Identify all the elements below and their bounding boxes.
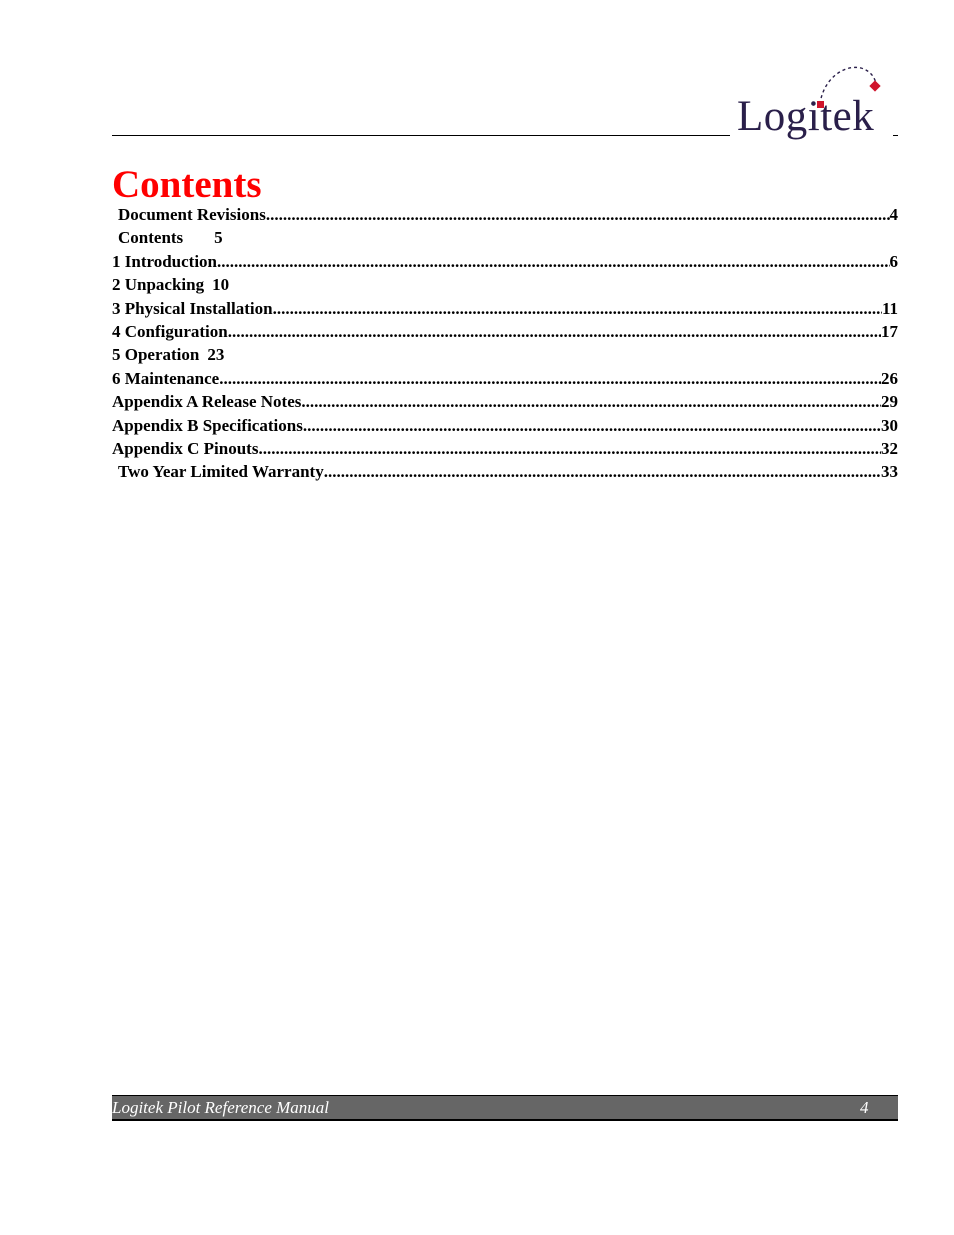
toc-entry-page: 30 xyxy=(881,415,898,435)
toc-entry-page: 26 xyxy=(881,368,898,388)
toc-entry-page: 10 xyxy=(212,275,230,295)
logitek-logo xyxy=(733,62,898,147)
toc-entry-label: 3 Physical Installation xyxy=(112,298,273,318)
toc-dot-leader xyxy=(273,299,882,319)
toc-entry-page: 5 xyxy=(214,228,223,248)
toc-entry-page: 32 xyxy=(881,438,898,458)
toc-entry-label: Document Revisions xyxy=(118,205,266,224)
toc-entry-page: 33 xyxy=(881,462,898,482)
toc-entry-warranty[interactable] xyxy=(112,462,898,485)
toc-entry-label: 2 Unpacking xyxy=(112,275,205,295)
toc-entry-physical-installation[interactable] xyxy=(112,299,898,322)
toc-entry-maintenance[interactable] xyxy=(112,369,898,392)
toc-entry-appendix-b[interactable] xyxy=(112,416,898,439)
toc-entry-document-revisions[interactable] xyxy=(112,205,898,228)
toc-entry-operation[interactable] xyxy=(112,345,898,368)
toc-dot-leader xyxy=(228,322,881,342)
toc-entry-label: 6 Maintenance xyxy=(112,368,220,388)
toc-entry-introduction[interactable] xyxy=(112,252,898,275)
toc-entry-page: 23 xyxy=(207,345,225,365)
toc-dot-leader xyxy=(217,252,889,272)
logo-text: Logitek xyxy=(737,93,875,140)
toc-entry-appendix-c[interactable] xyxy=(112,439,898,462)
header-rule xyxy=(112,135,730,136)
toc-dot-leader xyxy=(303,416,881,436)
toc-entry-label: Contents xyxy=(118,228,184,248)
page-title: Contents xyxy=(112,163,262,206)
footer-page-number: 4 xyxy=(860,1098,869,1117)
toc-entry-page: 4 xyxy=(889,205,898,224)
toc-entry-label: Appendix C Pinouts xyxy=(112,438,259,458)
footer-bar xyxy=(112,1095,898,1121)
footer-title: Logitek Pilot Reference Manual xyxy=(112,1098,329,1117)
toc-entry-unpacking[interactable] xyxy=(112,275,898,298)
toc-entry-page: 17 xyxy=(881,321,898,341)
toc-entry-label: 5 Operation xyxy=(112,345,200,365)
toc-dot-leader xyxy=(324,462,881,482)
toc-entry-label: Two Year Limited Warranty xyxy=(118,462,324,482)
toc-entry-configuration[interactable] xyxy=(112,322,898,345)
toc-entry-page: 6 xyxy=(889,251,898,271)
toc-dot-leader xyxy=(266,205,890,225)
toc-dot-leader xyxy=(258,439,881,459)
toc-entry-appendix-a[interactable] xyxy=(112,392,898,415)
table-of-contents xyxy=(112,205,898,486)
toc-entry-contents[interactable] xyxy=(112,228,898,251)
toc-entry-page: 11 xyxy=(881,298,898,318)
toc-entry-label: 1 Introduction xyxy=(112,251,218,271)
toc-entry-page: 29 xyxy=(881,392,898,412)
toc-entry-label: 4 Configuration xyxy=(112,321,228,341)
toc-entry-label: Appendix A Release Notes xyxy=(112,392,302,412)
toc-entry-label: Appendix B Specifications xyxy=(112,415,303,435)
toc-dot-leader xyxy=(219,369,881,389)
toc-dot-leader xyxy=(301,392,881,412)
